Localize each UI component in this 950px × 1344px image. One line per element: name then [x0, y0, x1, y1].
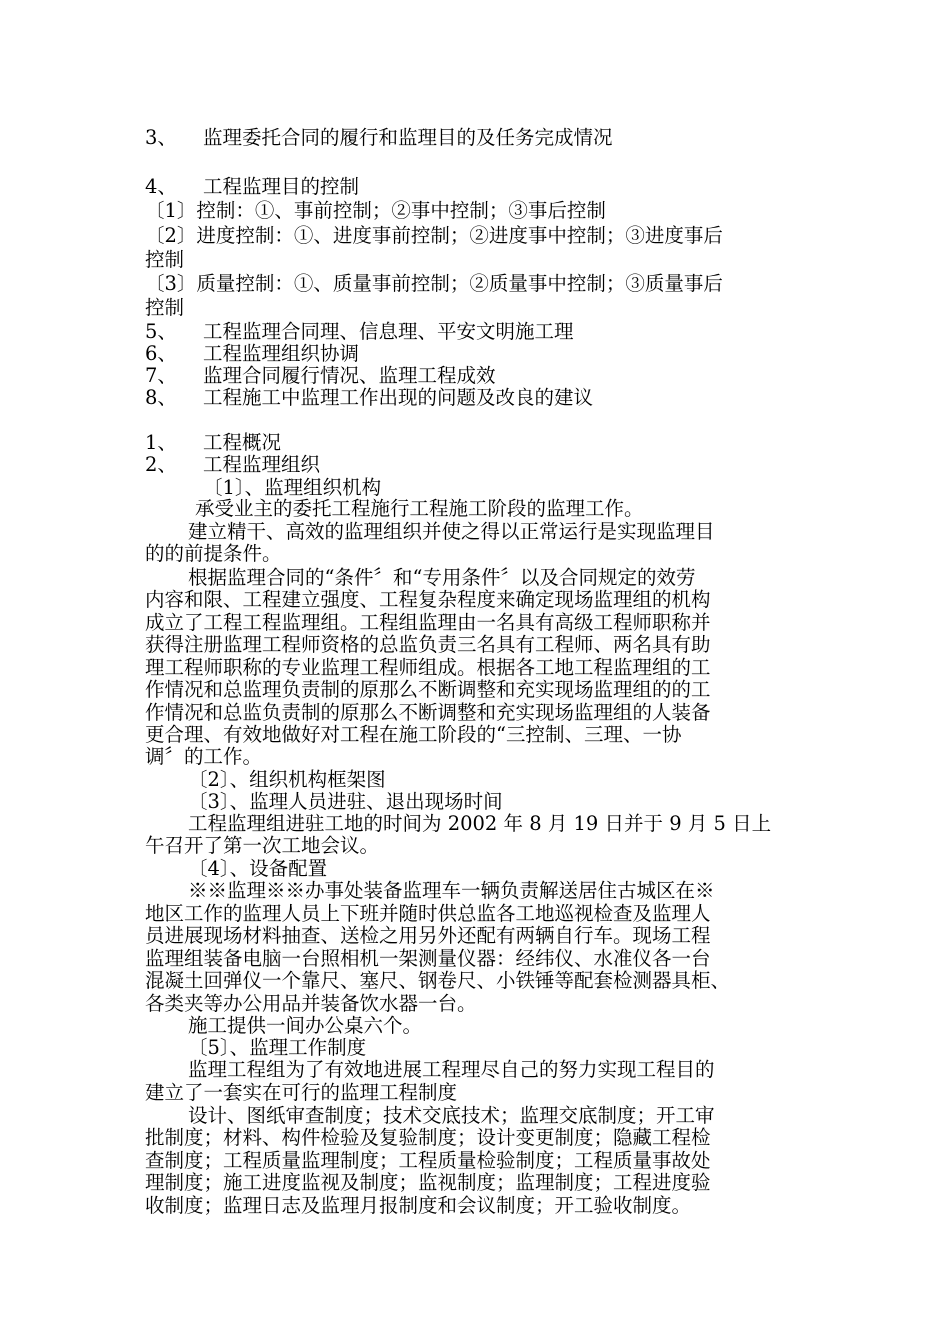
paragraph-3-line-7: 作情况和总监负责制的原那么不断调整和充实现场监理组的人装备 [145, 701, 711, 724]
paragraph-3-line-3: 成立了工程工程监理组。工程组监理由一名具有高级工程师职称并 [145, 611, 711, 634]
outline-item-8-number: 8、 [145, 386, 177, 409]
paragraph-4-line-2: 午召开了第一次工地会议。 [145, 834, 380, 857]
outline-item-3-text: 监理委托合同的履行和监理目的及任务完成情况 [203, 126, 613, 149]
paragraph-8-line-5: 收制度；监理日志及监理月报制度和会议制度；开工验收制度。 [145, 1194, 692, 1217]
subsection-3-heading: 〔3〕、监理人员进驻、退出现场时间 [188, 790, 503, 813]
subsection-2-heading: 〔2〕、组织机构框架图 [188, 768, 386, 791]
outline-item-8-text: 工程施工中监理工作出现的问题及改良的建议 [203, 386, 594, 409]
section-2-title: 工程监理组织 [203, 453, 321, 476]
paragraph-8-line-4: 理制度；施工进度监视及制度；监视制度；监理制度；工程进度验 [145, 1171, 711, 1194]
paragraph-5-line-6: 各类夹等办公用品并装备饮水器一台。 [145, 992, 477, 1015]
outline-item-3-number: 3、 [145, 126, 177, 149]
control-item-2-line-2: 控制 [145, 248, 185, 271]
paragraph-6: 施工提供一间办公桌六个。 [188, 1014, 423, 1037]
paragraph-4-line-1: 工程监理组进驻工地的时间为 2002 年 8 月 19 日并于 9 月 5 日上 [188, 812, 772, 835]
section-1-title: 工程概况 [203, 431, 282, 454]
paragraph-5-line-1: ※※监理※※办事处装备监理车一辆负责解送居住古城区在※ [188, 879, 715, 902]
section-2-number: 2、 [145, 453, 177, 476]
outline-item-6-number: 6、 [145, 342, 177, 365]
outline-item-4-number: 4、 [145, 175, 177, 198]
paragraph-7-line-1: 监理工程组为了有效地进展工程理尽自己的努力实现工程目的 [188, 1058, 715, 1081]
paragraph-5-line-3: 员进展现场材料抽查、送检之用另外还配有两辆自行车。现场工程 [145, 924, 711, 947]
paragraph-3-line-5: 理工程师职称的专业监理工程师组成。根据各工地工程监理组的工 [145, 656, 711, 679]
outline-item-6-text: 工程监理组织协调 [203, 342, 360, 365]
control-item-2-line-1: 〔2〕进度控制：①、进度事前控制；②进度事中控制；③进度事后 [145, 224, 723, 247]
paragraph-3-line-6: 作情况和总监理负责制的原那么不断调整和充实现场监理组的的工 [145, 678, 711, 701]
paragraph-3-line-1: 根据监理合同的“条件〞和“专用条件〞以及合同规定的效劳 [188, 566, 696, 589]
subsection-4-heading: 〔4〕、设备配置 [188, 857, 328, 880]
paragraph-8-line-3: 查制度；工程质量监理制度；工程质量检验制度；工程质量事故处 [145, 1149, 711, 1172]
paragraph-5-line-2: 地区工作的监理人员上下班并随时供总监各工地巡视检查及监理人 [145, 902, 711, 925]
outline-item-7-text: 监理合同履行情况、监理工程成效 [203, 364, 496, 387]
section-1-number: 1、 [145, 431, 177, 454]
outline-item-7-number: 7、 [145, 364, 177, 387]
control-item-3-line-2: 控制 [145, 296, 185, 319]
paragraph-5-line-4: 监理组装备电脑一台照相机一架测量仪器：经纬仪、水准仪各一台 [145, 947, 711, 970]
outline-item-5-number: 5、 [145, 320, 177, 343]
control-item-3-line-1: 〔3〕质量控制：①、质量事前控制；②质量事中控制；③质量事后 [145, 272, 723, 295]
outline-item-4-text: 工程监理目的控制 [203, 175, 360, 198]
paragraph-8-line-2: 批制度；材料、构件检验及复验制度；设计变更制度；隐藏工程检 [145, 1126, 711, 1149]
paragraph-8-line-1: 设计、图纸审查制度；技术交底技术；监理交底制度；开工审 [188, 1104, 715, 1127]
paragraph-7-line-2: 建立了一套实在可行的监理工程制度 [145, 1081, 458, 1104]
paragraph-2-line-1: 建立精干、高效的监理组织并使之得以正常运行是实现监理目 [188, 520, 715, 543]
control-item-1: 〔1〕控制：①、事前控制；②事中控制；③事后控制 [145, 199, 606, 222]
paragraph-2-line-2: 的的前提条件。 [145, 542, 282, 565]
paragraph-3-line-8: 更合理、有效地做好对工程在施工阶段的“三控制、三理、一协 [145, 723, 682, 746]
subsection-5-heading: 〔5〕、监理工作制度 [188, 1036, 367, 1059]
paragraph-3-line-2: 内容和限、工程建立强度、工程复杂程度来确定现场监理组的机构 [145, 588, 711, 611]
paragraph-1: 承受业主的委托工程施行工程施工阶段的监理工作。 [195, 497, 644, 520]
paragraph-3-line-9: 调〞的工作。 [145, 745, 263, 768]
paragraph-5-line-5: 混凝土回弹仪一个靠尺、塞尺、钢卷尺、小铁锤等配套检测器具柜、 [145, 969, 731, 992]
paragraph-3-line-4: 获得注册监理工程师资格的总监负责三名具有工程师、两名具有助 [145, 633, 711, 656]
outline-item-5-text: 工程监理合同理、信息理、平安文明施工理 [203, 320, 574, 343]
subsection-1-heading: 〔1〕、监理组织机构 [203, 476, 382, 499]
